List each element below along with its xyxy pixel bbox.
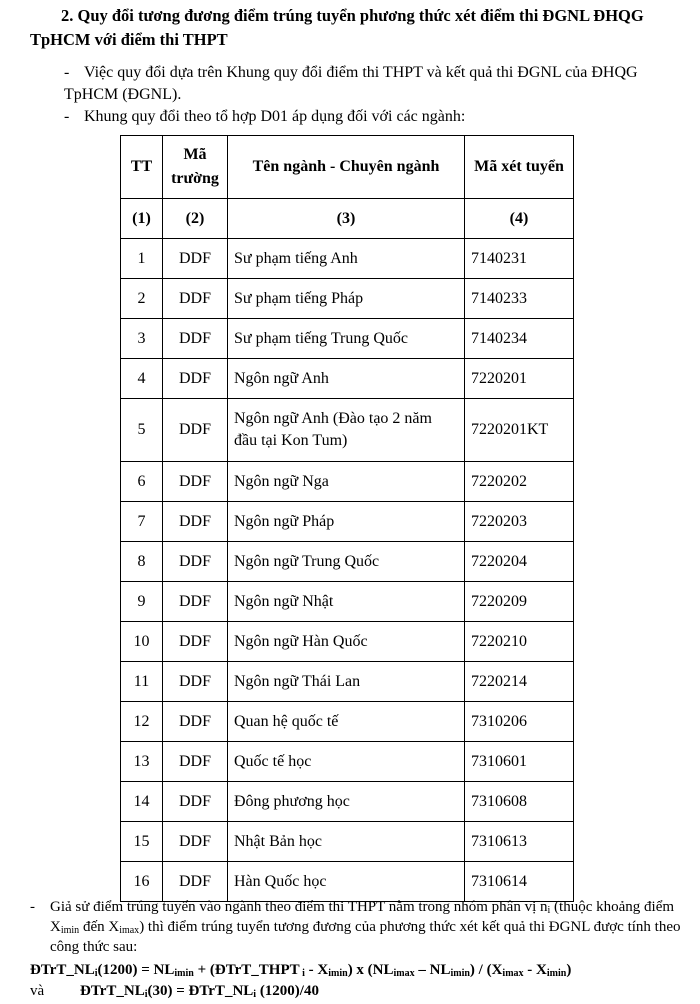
table-row	[121, 822, 574, 862]
bullet-d01-framework	[64, 106, 684, 128]
cell-ma-truong: DDF	[163, 399, 228, 462]
formula-sub: i	[94, 968, 98, 979]
cell-ma-xet-tuyen: 7140234	[465, 319, 574, 359]
cell-tt: 2	[121, 279, 163, 319]
cell-ma-truong: DDF	[163, 462, 228, 502]
cell-ma-truong: DDF	[163, 319, 228, 359]
cell-ma-xet-tuyen: 7220204	[465, 542, 574, 582]
cell-tt: 16	[121, 862, 163, 902]
cell-tt: 1	[121, 239, 163, 279]
cell-ten-nganh: Ngôn ngữ Nga	[228, 462, 465, 502]
cell-tt: 14	[121, 782, 163, 822]
header-ma-truong-line1: Mã	[183, 146, 207, 163]
cell-ten-nganh: Đông phương học	[228, 782, 465, 822]
cell-ma-xet-tuyen: 7310601	[465, 742, 574, 782]
formula-sub: imin	[328, 968, 348, 979]
cell-ma-xet-tuyen: 7310614	[465, 862, 574, 902]
cell-tt: 3	[121, 319, 163, 359]
formula-part: ) / (X	[469, 962, 503, 978]
col-number: (3)	[228, 199, 465, 239]
cell-ma-truong: DDF	[163, 582, 228, 622]
cell-ten-nganh: Sư phạm tiếng Pháp	[228, 279, 465, 319]
cell-tt: 8	[121, 542, 163, 582]
table-row	[121, 742, 574, 782]
cell-tt: 12	[121, 702, 163, 742]
cell-ma-truong: DDF	[163, 822, 228, 862]
formula-sub: imax	[393, 968, 415, 979]
formula-part: (1200)/40	[256, 983, 319, 999]
formula-part: + (ĐTrT_THPT	[193, 962, 300, 978]
bullet-dash: -	[64, 108, 70, 125]
cell-tt: 7	[121, 502, 163, 542]
cell-ma-truong: DDF	[163, 702, 228, 742]
note-text-part: Giả sử điểm trúng tuyển vào ngành theo điểm thi THPT nằm trong nhóm phân vị n	[50, 899, 548, 915]
formula-sub: imin	[546, 968, 567, 979]
bullet-text-line2: TpHCM (ĐGNL).	[64, 86, 182, 103]
cell-ma-xet-tuyen: 7140233	[465, 279, 574, 319]
table-row	[121, 319, 574, 359]
cell-ten-nganh: Ngôn ngữ Hàn Quốc	[228, 622, 465, 662]
table-row	[121, 279, 574, 319]
formula-part: ) x (NL	[347, 962, 394, 978]
cell-ma-xet-tuyen: 7220209	[465, 582, 574, 622]
cell-tt: 6	[121, 462, 163, 502]
cell-ten-nganh: Quốc tế học	[228, 742, 465, 782]
table-row	[121, 462, 574, 502]
cell-ma-truong: DDF	[163, 742, 228, 782]
table-row	[121, 582, 574, 622]
table-row	[121, 702, 574, 742]
col-number: (4)	[465, 199, 574, 239]
table-row	[121, 782, 574, 822]
cell-ten-nganh: Sư phạm tiếng Trung Quốc	[228, 319, 465, 359]
cell-ten-nganh-line1: Ngôn ngữ Anh (Đào tạo 2 năm	[234, 410, 432, 427]
cell-ten-nganh: Ngôn ngữ Trung Quốc	[228, 542, 465, 582]
cell-tt: 5	[121, 399, 163, 462]
cell-ma-xet-tuyen: 7220214	[465, 662, 574, 702]
assumption-note	[30, 897, 685, 957]
formula-30	[30, 981, 690, 1001]
cell-tt: 11	[121, 662, 163, 702]
formula-part: - X	[304, 962, 329, 978]
majors-table	[120, 135, 574, 902]
formula-sub: i	[299, 968, 305, 979]
table-row	[121, 622, 574, 662]
cell-ten-nganh: Hàn Quốc học	[228, 862, 465, 902]
formula-sub: imin	[450, 968, 470, 979]
cell-ten-nganh: Ngôn ngữ Nhật	[228, 582, 465, 622]
formula-part: )	[566, 962, 572, 978]
header-ma-truong	[163, 136, 228, 199]
cell-ma-xet-tuyen: 7310613	[465, 822, 574, 862]
cell-ma-truong: DDF	[163, 502, 228, 542]
cell-ten-nganh: Nhật Bản học	[228, 822, 465, 862]
cell-ten-nganh: Ngôn ngữ Pháp	[228, 502, 465, 542]
note-text	[30, 897, 685, 957]
section-heading	[30, 4, 680, 52]
note-text-part: đến X	[79, 919, 120, 935]
cell-ma-truong: DDF	[163, 662, 228, 702]
cell-ten-nganh-line2: đầu tại Kon Tum)	[234, 432, 348, 449]
header-ten-nganh: Tên ngành - Chuyên ngành	[228, 136, 465, 199]
formula-sub: imin	[174, 968, 194, 979]
cell-ten-nganh	[228, 399, 465, 462]
table-column-number-row	[121, 199, 574, 239]
formula-part: ĐTrT_NL	[80, 983, 145, 999]
note-sub: i	[547, 905, 551, 916]
cell-tt: 9	[121, 582, 163, 622]
formula-sub: i	[253, 989, 257, 1000]
cell-ma-xet-tuyen: 7220202	[465, 462, 574, 502]
cell-ma-xet-tuyen: 7220201KT	[465, 399, 574, 462]
formula-part: – NL	[414, 962, 451, 978]
cell-ten-nganh: Ngôn ngữ Anh	[228, 359, 465, 399]
cell-ma-truong: DDF	[163, 542, 228, 582]
cell-ma-xet-tuyen: 7310206	[465, 702, 574, 742]
formula-part: (30) = ĐTrT_NL	[147, 983, 254, 999]
table-header-row	[121, 136, 574, 199]
bullet-text: Khung quy đổi theo tổ hợp D01 áp dụng đối với các ngành:	[84, 108, 466, 125]
formula-part: (1200) = NL	[97, 962, 175, 978]
table-row	[121, 862, 574, 902]
table-row	[121, 239, 574, 279]
bullet-conversion-basis	[64, 62, 684, 106]
header-tt: TT	[121, 136, 163, 199]
section-heading-line2: TpHCM với điểm thi THPT	[30, 30, 228, 49]
formula-lead: và	[30, 983, 45, 999]
cell-ma-xet-tuyen: 7220203	[465, 502, 574, 542]
cell-tt: 10	[121, 622, 163, 662]
cell-ten-nganh: Sư phạm tiếng Anh	[228, 239, 465, 279]
cell-ten-nganh: Quan hệ quốc tế	[228, 702, 465, 742]
bullet-dash: -	[64, 64, 70, 81]
formula-sub: imax	[502, 968, 524, 979]
cell-ma-xet-tuyen: 7310608	[465, 782, 574, 822]
cell-ma-truong: DDF	[163, 622, 228, 662]
note-dash: -	[30, 899, 35, 915]
cell-ma-truong: DDF	[163, 782, 228, 822]
formula-part: - X	[523, 962, 547, 978]
bullet-text-line1: Việc quy đổi dựa trên Khung quy đổi điểm thi THPT và kết quả thi ĐGNL của ĐHQG	[84, 64, 638, 81]
note-text-part: ) thì điểm trúng tuyển tương đương của phương thức xét kết quả thi ĐGNL được tính theo công thức sau:	[50, 919, 681, 955]
table-row	[121, 542, 574, 582]
cell-tt: 13	[121, 742, 163, 782]
note-text-part: (thuộc khoảng điểm X	[50, 899, 675, 935]
section-heading-line1: 2. Quy đổi tương đương điểm trúng tuyển phương thức xét điểm thi ĐGNL ĐHQG	[61, 6, 644, 25]
header-ma-truong-line2: trường	[171, 170, 219, 187]
cell-ma-xet-tuyen: 7140231	[465, 239, 574, 279]
cell-ma-truong: DDF	[163, 279, 228, 319]
cell-ma-truong: DDF	[163, 359, 228, 399]
formula-1200	[30, 960, 690, 980]
col-number: (2)	[163, 199, 228, 239]
table-row	[121, 502, 574, 542]
col-number: (1)	[121, 199, 163, 239]
table-row	[121, 662, 574, 702]
cell-ma-truong: DDF	[163, 239, 228, 279]
cell-ma-truong: DDF	[163, 862, 228, 902]
table-row	[121, 359, 574, 399]
note-sub: imin	[60, 925, 80, 936]
cell-ma-xet-tuyen: 7220201	[465, 359, 574, 399]
header-ma-xet-tuyen: Mã xét tuyển	[465, 136, 574, 199]
cell-ma-xet-tuyen: 7220210	[465, 622, 574, 662]
note-sub: imax	[119, 925, 140, 936]
formula-sub: i	[144, 989, 148, 1000]
cell-tt: 4	[121, 359, 163, 399]
cell-tt: 15	[121, 822, 163, 862]
table-row	[121, 399, 574, 462]
cell-ten-nganh: Ngôn ngữ Thái Lan	[228, 662, 465, 702]
formula-part: ĐTrT_NL	[30, 962, 95, 978]
